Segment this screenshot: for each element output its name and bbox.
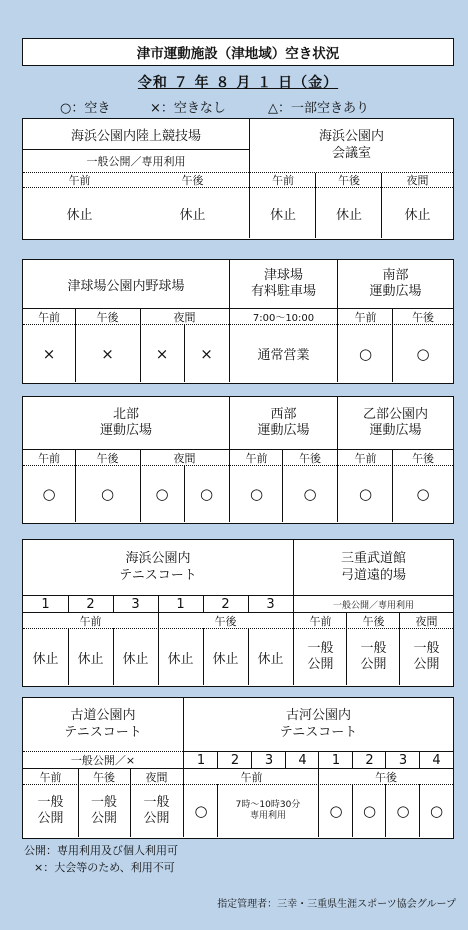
section-sports-fields — [22, 396, 454, 524]
note-public: 公開：専用利用及び個人利用可 — [24, 844, 178, 857]
furukawa-tennis-name: 古河公園内 テニスコート — [279, 708, 358, 740]
baseball-period-night: 夜間 — [173, 310, 196, 324]
furukawa-court-1-am: 1 — [196, 752, 206, 768]
tennis-status-2-am: 休止 — [77, 651, 104, 667]
section-tsu-stadium — [22, 259, 454, 384]
furukawa-am-reserved-note: 7時～10時30分 専用利用 — [235, 799, 301, 821]
furukawa-court-4-pm: 4 — [432, 752, 441, 768]
track-name: 海浜公園内陸上競技場 — [70, 128, 201, 144]
north-period-pm: 午後 — [96, 451, 119, 465]
kyudo-status-am: 一般 公開 — [307, 640, 334, 672]
furumichi-tennis-name: 古道公園内 テニスコート — [64, 708, 142, 740]
section-furumichi-furukawa — [22, 697, 454, 839]
furukawa-status-1-am: ○ — [194, 802, 208, 820]
south-period-pm: 午後 — [412, 310, 434, 324]
furukawa-court-3-pm: 3 — [398, 752, 408, 768]
south-period-am: 午前 — [354, 310, 377, 324]
tennis-status-2-pm: 休止 — [212, 651, 239, 667]
hall-status-pm: 休止 — [335, 207, 362, 223]
furumichi-period-am: 午前 — [39, 770, 62, 784]
kyudo-status-night: 一般 公開 — [413, 640, 440, 672]
furukawa-status-4-pm: ○ — [429, 802, 444, 820]
west-period-pm: 午後 — [299, 451, 321, 465]
north-status-night-1: ○ — [155, 485, 169, 503]
west-status-am: ○ — [249, 485, 264, 503]
north-status-pm: ○ — [100, 485, 115, 503]
baseball-status-pm: × — [101, 344, 114, 363]
parking-status: 通常営業 — [257, 348, 310, 363]
furumichi-period-night: 夜間 — [145, 770, 168, 784]
furumichi-status-pm: 一般 公開 — [90, 794, 117, 826]
south-status-am: ○ — [358, 344, 373, 363]
tennis-court-1-am: 1 — [41, 596, 50, 612]
hall-period-am: 午前 — [272, 174, 294, 187]
furumichi-status-night: 一般 公開 — [143, 794, 170, 826]
track-status-pm: 休止 — [179, 207, 206, 223]
furukawa-period-am: 午前 — [240, 770, 263, 784]
tennis-court-3-am: 3 — [131, 596, 140, 612]
track-period-pm: 午後 — [181, 174, 204, 187]
date-label: 令和 ７ 年 ８ 月 １ 日（金） — [137, 75, 339, 91]
hall-status-am: 休止 — [269, 207, 296, 223]
kyudo-name: 三重武道館 弓道遠的場 — [340, 551, 406, 583]
kyudo-usage-type: 一般公開／専用利用 — [332, 600, 414, 611]
page-title: 津市運動施設（津地域）空き状況 — [22, 38, 454, 66]
tennis-court-2-am: 2 — [86, 596, 95, 612]
north-field-name: 北部 運動広場 — [99, 406, 152, 438]
west-status-pm: ○ — [303, 485, 317, 503]
furukawa-status-1-pm: ○ — [329, 802, 343, 820]
kaihin-tennis-name: 海浜公園内 テニスコート — [119, 551, 197, 583]
tennis-court-2-pm: 2 — [221, 596, 230, 612]
furukawa-period-pm: 午後 — [375, 770, 397, 784]
section-kaihin-track-hall — [22, 118, 454, 240]
north-period-am: 午前 — [38, 451, 60, 465]
south-status-pm: ○ — [416, 344, 430, 363]
furukawa-status-2-pm: ○ — [362, 802, 377, 820]
tennis-period-am: 午前 — [79, 614, 102, 628]
otobe-status-pm: ○ — [416, 485, 430, 503]
manager-credit: 指定管理者：三幸・三重県生涯スポーツ協会グループ — [217, 899, 456, 910]
south-field-name: 南部 運動広場 — [369, 267, 422, 299]
kyudo-period-am: 午前 — [309, 614, 332, 628]
west-field-name: 西部 運動広場 — [257, 406, 310, 438]
furukawa-status-3-pm: ○ — [396, 802, 410, 820]
north-period-night: 夜間 — [173, 451, 196, 465]
west-period-am: 午前 — [245, 451, 268, 465]
kyudo-period-pm: 午後 — [362, 614, 385, 628]
tennis-status-3-am: 休止 — [122, 651, 149, 667]
tennis-court-1-pm: 1 — [176, 596, 185, 612]
baseball-status-am: × — [42, 344, 56, 363]
furukawa-court-4-am: 4 — [298, 752, 307, 768]
tennis-status-1-pm: 休止 — [167, 651, 194, 667]
tennis-court-3-pm: 3 — [266, 596, 275, 612]
hall-name: 海浜公園内 会議室 — [318, 129, 384, 161]
north-status-night-2: ○ — [199, 485, 214, 503]
furukawa-court-2-pm: 2 — [365, 752, 374, 768]
furukawa-court-3-am: 3 — [264, 752, 274, 768]
note-cross: ×：大会等のため、利用不可 — [34, 861, 175, 874]
hall-period-pm: 午後 — [338, 174, 360, 187]
section-tennis-kyudo — [22, 539, 454, 687]
furumichi-period-pm: 午後 — [93, 770, 115, 784]
kyudo-period-night: 夜間 — [415, 614, 438, 628]
otobe-period-pm: 午後 — [412, 451, 434, 465]
otobe-field-name: 乙部公園内 運動広場 — [362, 406, 428, 438]
hall-period-night: 夜間 — [406, 174, 429, 187]
furumichi-status-am: 一般 公開 — [37, 794, 64, 826]
baseball-name: 津球場公園内野球場 — [67, 278, 185, 294]
furukawa-court-2-am: 2 — [230, 752, 240, 768]
legend-available: ○：空き — [60, 101, 111, 116]
tennis-status-3-pm: 休止 — [257, 651, 284, 667]
north-status-am: ○ — [42, 485, 56, 503]
baseball-status-night-2: × — [200, 344, 213, 363]
track-usage-type: 一般公開／専用利用 — [86, 155, 186, 168]
furumichi-usage-type: 一般公開／× — [70, 754, 136, 767]
track-period-am: 午前 — [68, 174, 91, 187]
legend-unavailable: ×：空きなし — [150, 101, 226, 116]
parking-hours: 7:00～10:00 — [252, 313, 315, 324]
otobe-period-am: 午前 — [354, 451, 377, 465]
baseball-period-am: 午前 — [38, 310, 60, 324]
tennis-period-pm: 午後 — [214, 614, 237, 628]
tennis-status-1-am: 休止 — [32, 651, 59, 667]
otobe-status-am: ○ — [358, 485, 373, 503]
track-status-am: 休止 — [66, 207, 93, 223]
hall-status-night: 休止 — [404, 207, 431, 223]
baseball-status-night-1: × — [155, 344, 169, 363]
kyudo-status-pm: 一般 公開 — [360, 640, 387, 672]
baseball-period-pm: 午後 — [96, 310, 119, 324]
furukawa-court-1-pm: 1 — [331, 752, 341, 768]
parking-name: 津球場 有料駐車場 — [250, 267, 316, 299]
legend-partial: △：一部空きあり — [268, 101, 369, 116]
